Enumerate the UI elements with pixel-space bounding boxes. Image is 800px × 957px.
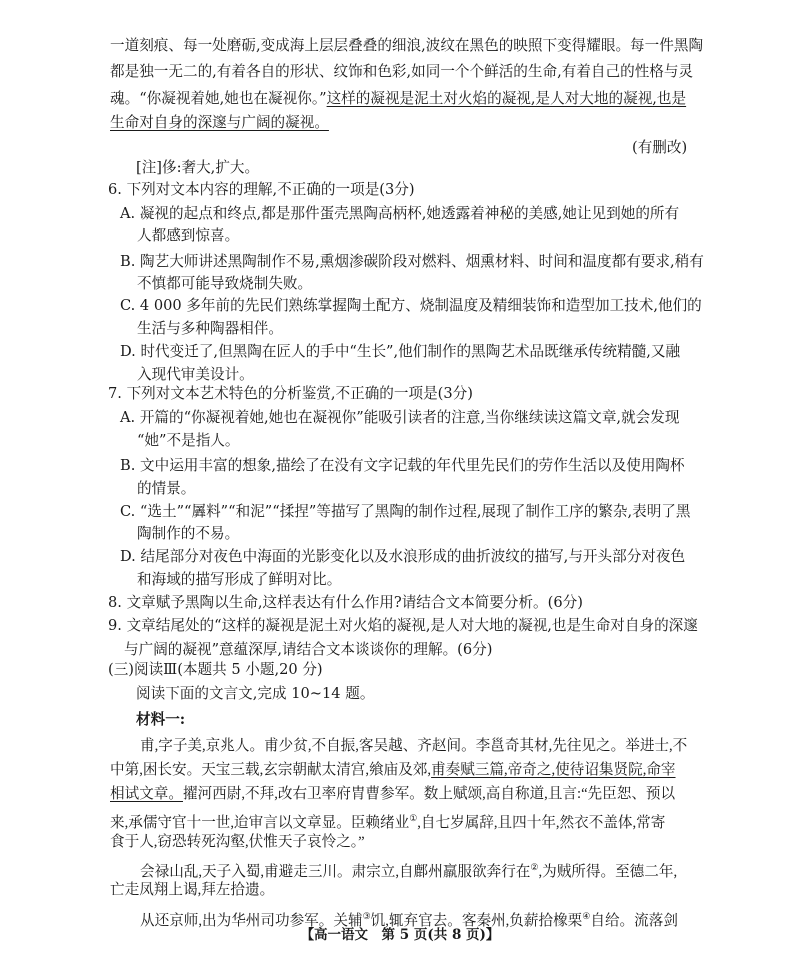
question-6-option-a-cont: 人都感到惊喜。 bbox=[137, 227, 240, 244]
footnote-mark-4: ④ bbox=[582, 911, 591, 921]
footnote-mark-3: ③ bbox=[362, 911, 371, 921]
classical-p1-line-5: 食于人,窃恐转死沟壑,伏惟天子哀怜之。” bbox=[110, 834, 365, 850]
question-7-option-d: D. 结尾部分对夜色中海面的光影变化以及水浪形成的曲折波纹的描写,与开头部分对夜色 bbox=[120, 548, 686, 565]
passage-line-3-text: 魂。“你凝视着她,她也在凝视你。” bbox=[110, 90, 327, 107]
question-7-stem: 7. 下列对文本艺术特色的分析鉴赏,不正确的一项是(3分) bbox=[108, 385, 473, 402]
footnote-mark-1: ① bbox=[409, 813, 418, 823]
classical-p1-line-1: 甫,字子美,京兆人。甫少贫,不自振,客吴越、齐赵间。李邕奇其材,先往见之。举进士,不 bbox=[140, 738, 688, 754]
passage-line-4: 生命对自身的深邃与广阔的凝视。 bbox=[110, 114, 329, 131]
page-footer: 【高一语文 第 5 页(共 8 页)】 bbox=[300, 927, 500, 943]
classical-p3-line-1-text: 从还京师,出为华州司功参军。关辅 bbox=[140, 912, 363, 929]
classical-p1-line-4-text: 来,承儒守官十一世,迨审言以文章显。臣赖绪业 bbox=[110, 814, 410, 831]
classical-p1-line-4-rest: ,自七岁属辞,且四十年,然衣不盖体,常寄 bbox=[417, 814, 666, 831]
question-6-option-c-cont: 生活与多种陶器相伴。 bbox=[137, 320, 283, 337]
passage-line-3 bbox=[110, 89, 686, 109]
question-6-option-d-cont: 入现代审美设计。 bbox=[137, 366, 254, 383]
classical-p1-line-4 bbox=[110, 808, 665, 833]
classical-underline-1-cont: 相试文章。 bbox=[110, 786, 183, 802]
underlined-sentence: 这样的凝视是泥土对火焰的凝视,是人对大地的凝视,也是 bbox=[326, 90, 687, 107]
question-6-option-d: D. 时代变迁了,但黑陶在匠人的手中“生长”,他们制作的黑陶艺术品既继承传统精髓,又融 bbox=[120, 343, 681, 360]
question-7-option-a: A. 开篇的“你凝视着她,她也在凝视你”能吸引读者的注意,当你继续读这篇文章,就会发现 bbox=[120, 409, 680, 426]
question-7-option-a-cont: “她”不是指人。 bbox=[137, 432, 240, 449]
question-7-option-d-cont: 和海域的描写形成了鲜明对比。 bbox=[137, 571, 342, 588]
question-8: 8. 文章赋予黑陶以生命,这样表达有什么作用?请结合文本简要分析。(6分) bbox=[108, 594, 583, 611]
question-6-option-b-cont: 不慎都可能导致烧制失败。 bbox=[137, 275, 313, 292]
passage-line-2: 都是独一无二的,有着各自的形状、纹饰和色彩,如同一个个鲜活的生命,有着自己的性格与灵 bbox=[110, 63, 694, 80]
question-6-option-b: B. 陶艺大师讲述黑陶制作不易,熏烟渗碳阶段对燃料、烟熏材料、时间和温度都有要求,稍有 bbox=[120, 253, 704, 270]
question-6-option-c: C. 4 000 多年前的先民们熟练掌握陶土配方、烧制温度及精细装饰和造型加工技术,他们的 bbox=[120, 297, 702, 314]
question-7-option-b: B. 文中运用丰富的想象,描绘了在没有文字记载的年代里先民们的劳作生活以及使用陶杯 bbox=[120, 457, 685, 474]
passage-line-1: 一道刻痕、每一处磨砺,变成海上层层叠叠的细浪,波纹在黑色的映照下变得耀眼。每一件黑陶 bbox=[110, 37, 704, 54]
classical-p2-line-2: 亡走凤翔上谒,拜左拾遗。 bbox=[110, 882, 275, 898]
source-note: (有删改) bbox=[632, 139, 688, 156]
question-6-stem: 6. 下列对文本内容的理解,不正确的一项是(3分) bbox=[108, 181, 415, 198]
classical-p3-line-1-rest: 自给。流落剑 bbox=[590, 912, 678, 929]
classical-p1-line-2 bbox=[110, 760, 676, 780]
question-7-option-b-cont: 的情景。 bbox=[137, 480, 196, 497]
material-1-label: 材料一: bbox=[136, 711, 186, 728]
question-9: 9. 文章结尾处的“这样的凝视是泥土对火焰的凝视,是人对大地的凝视,也是生命对自身的深邃 bbox=[108, 617, 698, 634]
question-9-cont: 与广阔的凝视”意蕴深厚,请结合文本谈谈你的理解。(6分) bbox=[124, 641, 493, 658]
classical-p2-line-1-text: 会禄山乱,天子入蜀,甫避走三川。肃宗立,自鄜州羸服欲奔行在 bbox=[140, 863, 531, 880]
annotation-note: [注]侈:奢大,扩大。 bbox=[136, 159, 260, 176]
footnote-mark-2: ② bbox=[530, 862, 539, 872]
classical-p3-line-1-mid: 饥,辄弃官去。客秦州,负薪拾橡栗 bbox=[370, 912, 583, 929]
section-3-heading: (三)阅读Ⅲ(本题共 5 小题,20 分) bbox=[108, 661, 323, 678]
classical-p2-line-1 bbox=[140, 857, 677, 882]
classical-p2-line-1-rest: ,为贼所得。至德二年, bbox=[538, 863, 678, 880]
question-7-option-c: C. “选土”“羼料”“和泥”“揉捏”等描写了黑陶的制作过程,展现了制作工序的繁杂,表明了黑 bbox=[120, 503, 691, 520]
section-3-instruction: 阅读下面的文言文,完成 10~14 题。 bbox=[136, 685, 375, 702]
question-7-option-c-cont: 陶制作的不易。 bbox=[137, 525, 240, 542]
question-6-option-a: A. 凝视的起点和终点,都是那件蛋壳黑陶高柄杯,她透露着神秘的美感,她让见到她的所有 bbox=[120, 205, 680, 222]
classical-p1-line-3 bbox=[110, 784, 675, 804]
classical-underline-1: 甫奏赋三篇,帝奇之,使待诏集贤院,命宰 bbox=[431, 762, 676, 778]
classical-p1-line-2-text: 中第,困长安。天宝三载,玄宗朝献太清宫,飨庙及郊, bbox=[110, 762, 432, 778]
classical-p1-line-3-text: 擢河西尉,不拜,改右卫率府胄曹参军。数上赋颂,高自称道,且言:“先臣恕、预以 bbox=[182, 786, 676, 802]
